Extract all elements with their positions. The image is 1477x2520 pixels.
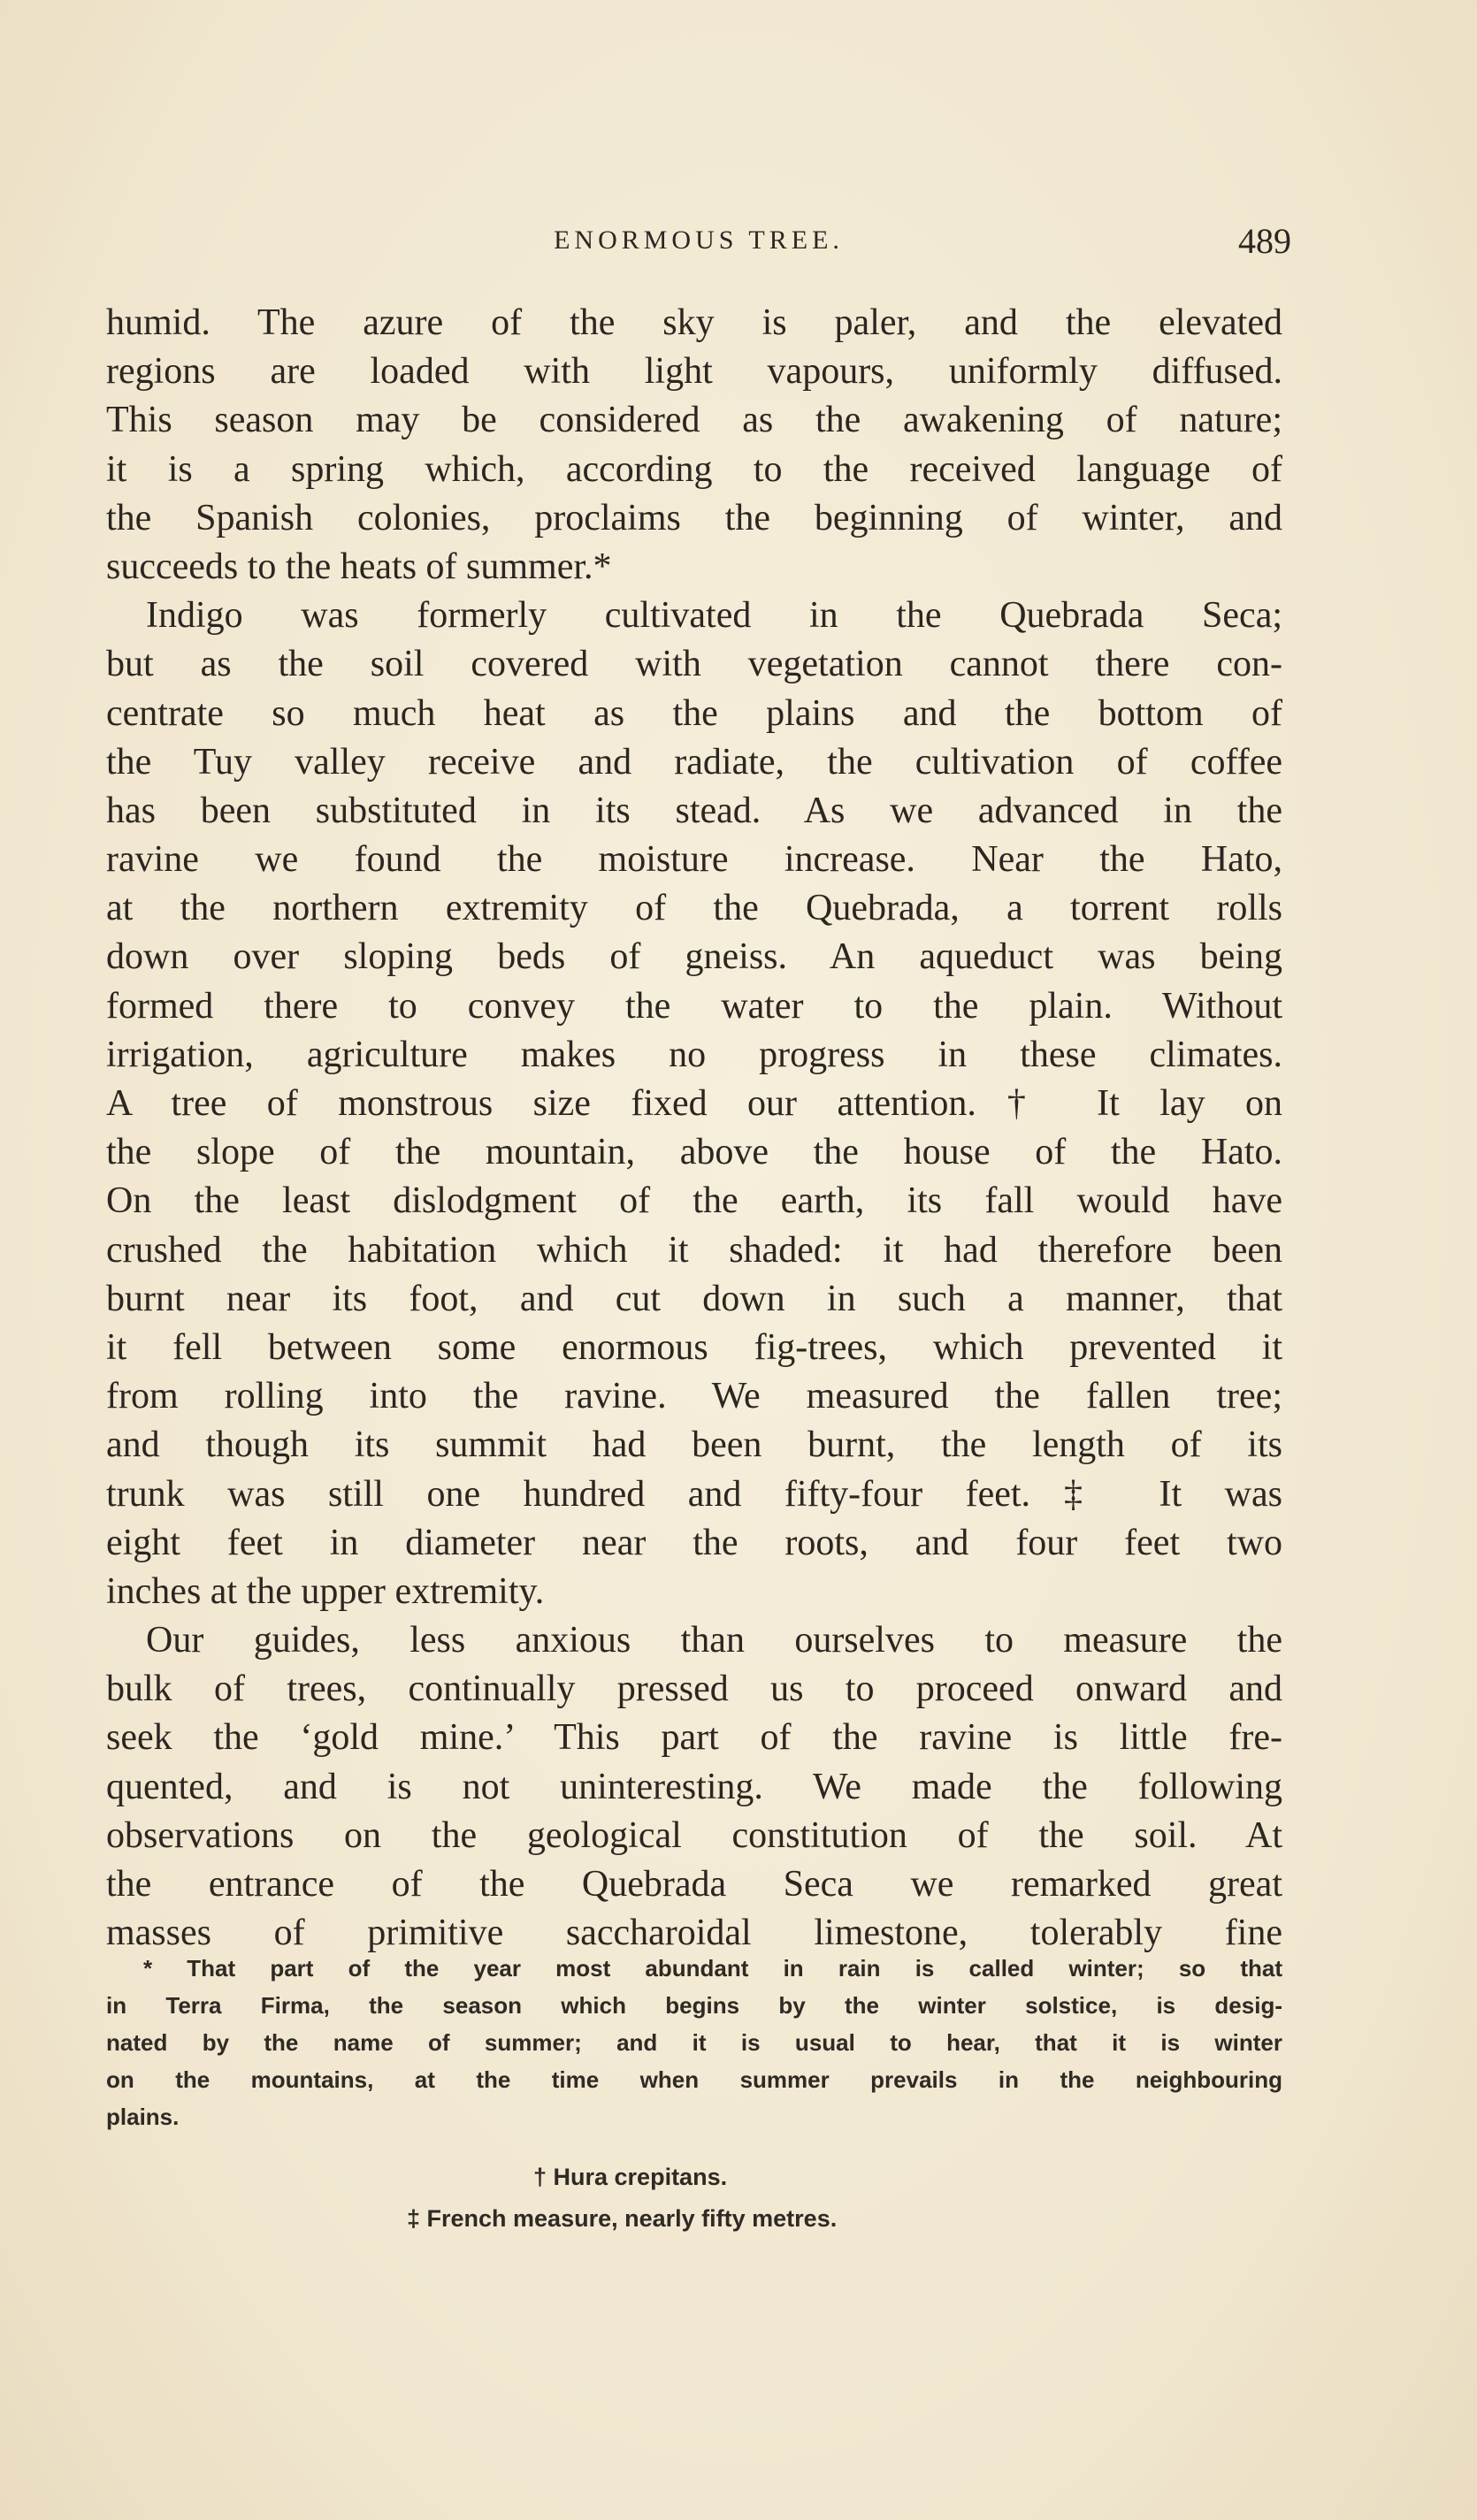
footnote-double-dagger: ‡ French measure, nearly fifty metres. (407, 2205, 838, 2232)
body-line: it is a spring which, according to the received language of (106, 448, 1282, 490)
body-line: down over sloping beds of gneiss. An aqueduct was being (106, 936, 1282, 978)
body-text (106, 299, 1282, 1958)
body-line: This season may be considered as the awakening of nature; (106, 400, 1282, 441)
body-line: ravine we found the moisture increase. Near the Hato, (106, 839, 1282, 881)
body-line: the entrance of the Quebrada Seca we remarked great (106, 1864, 1282, 1905)
body-line: it fell between some enormous fig-trees, which prevented it (106, 1326, 1282, 1368)
body-line: but as the soil covered with vegetation cannot there con- (106, 644, 1282, 685)
body-line: formed there to convey the water to the plain. Without (106, 985, 1282, 1027)
body-line: A tree of monstrous size fixed our attention.† It lay on (106, 1083, 1282, 1124)
body-line: trunk was still one hundred and fifty-four feet.‡ It was (106, 1473, 1282, 1515)
body-line: succeeds to the heats of summer.* (106, 546, 612, 587)
body-line: bulk of trees, continually pressed us to proceed onward and (106, 1669, 1282, 1710)
body-line: observations on the geological constitution of the soil. At (106, 1814, 1282, 1856)
body-line: the Spanish colonies, proclaims the beginning of winter, and (106, 497, 1282, 538)
body-line: masses of primitive saccharoidal limestone, tolerably fine (106, 1913, 1282, 1954)
body-line: at the northern extremity of the Quebrada, a torrent rolls (106, 888, 1282, 929)
page-number: 489 (1238, 221, 1291, 261)
footnote-line: * That part of the year most abundant in rain is called winter; so that (143, 1955, 1282, 1982)
page-header (106, 221, 1291, 270)
body-line: On the least dislodgment of the earth, its fall would have (106, 1180, 1282, 1222)
body-line: seek the ‘gold mine.’ This part of the ravine is little fre- (106, 1717, 1282, 1759)
body-line: centrate so much heat as the plains and the bottom of (106, 692, 1282, 734)
body-line: burnt near its foot, and cut down in such a manner, that (106, 1278, 1282, 1319)
body-line: and though its summit had been burnt, the length of its (106, 1424, 1282, 1466)
body-line: eight feet in diameter near the roots, and four feet two (106, 1522, 1282, 1563)
footnote-line: in Terra Firma, the season which begins by the winter solstice, is desig- (106, 1992, 1282, 2019)
body-line: Indigo was formerly cultivated in the Quebrada Seca; (146, 595, 1282, 637)
footnote-line: on the mountains, at the time when summer prevails in the neighbouring (106, 2066, 1282, 2093)
body-line: from rolling into the ravine. We measured the fallen tree; (106, 1376, 1282, 1417)
body-line: regions are loaded with light vapours, uniformly diffused. (106, 351, 1282, 393)
body-line: the slope of the mountain, above the house of the Hato. (106, 1132, 1282, 1173)
body-line: humid. The azure of the sky is paler, and the elevated (106, 302, 1282, 343)
footnote-dagger: † Hura crepitans. (533, 2164, 728, 2190)
footnote-line: nated by the name of summer; and it is usual to hear, that it is winter (106, 2029, 1282, 2056)
footnote-line: plains. (106, 2104, 180, 2130)
body-line: inches at the upper extremity. (106, 1570, 545, 1612)
body-line: quented, and is not uninteresting. We made the following (106, 1766, 1282, 1807)
body-line: Our guides, less anxious than ourselves to measure the (146, 1620, 1282, 1661)
body-line: has been substituted in its stead. As we advanced in the (106, 790, 1282, 831)
body-line: irrigation, agriculture makes no progress in these climates. (106, 1034, 1282, 1075)
footnotes (106, 1950, 1282, 2240)
body-line: crushed the habitation which it shaded: it had therefore been (106, 1229, 1282, 1271)
body-line: the Tuy valley receive and radiate, the cultivation of coffee (106, 741, 1282, 783)
running-title: ENORMOUS TREE. (554, 225, 844, 255)
